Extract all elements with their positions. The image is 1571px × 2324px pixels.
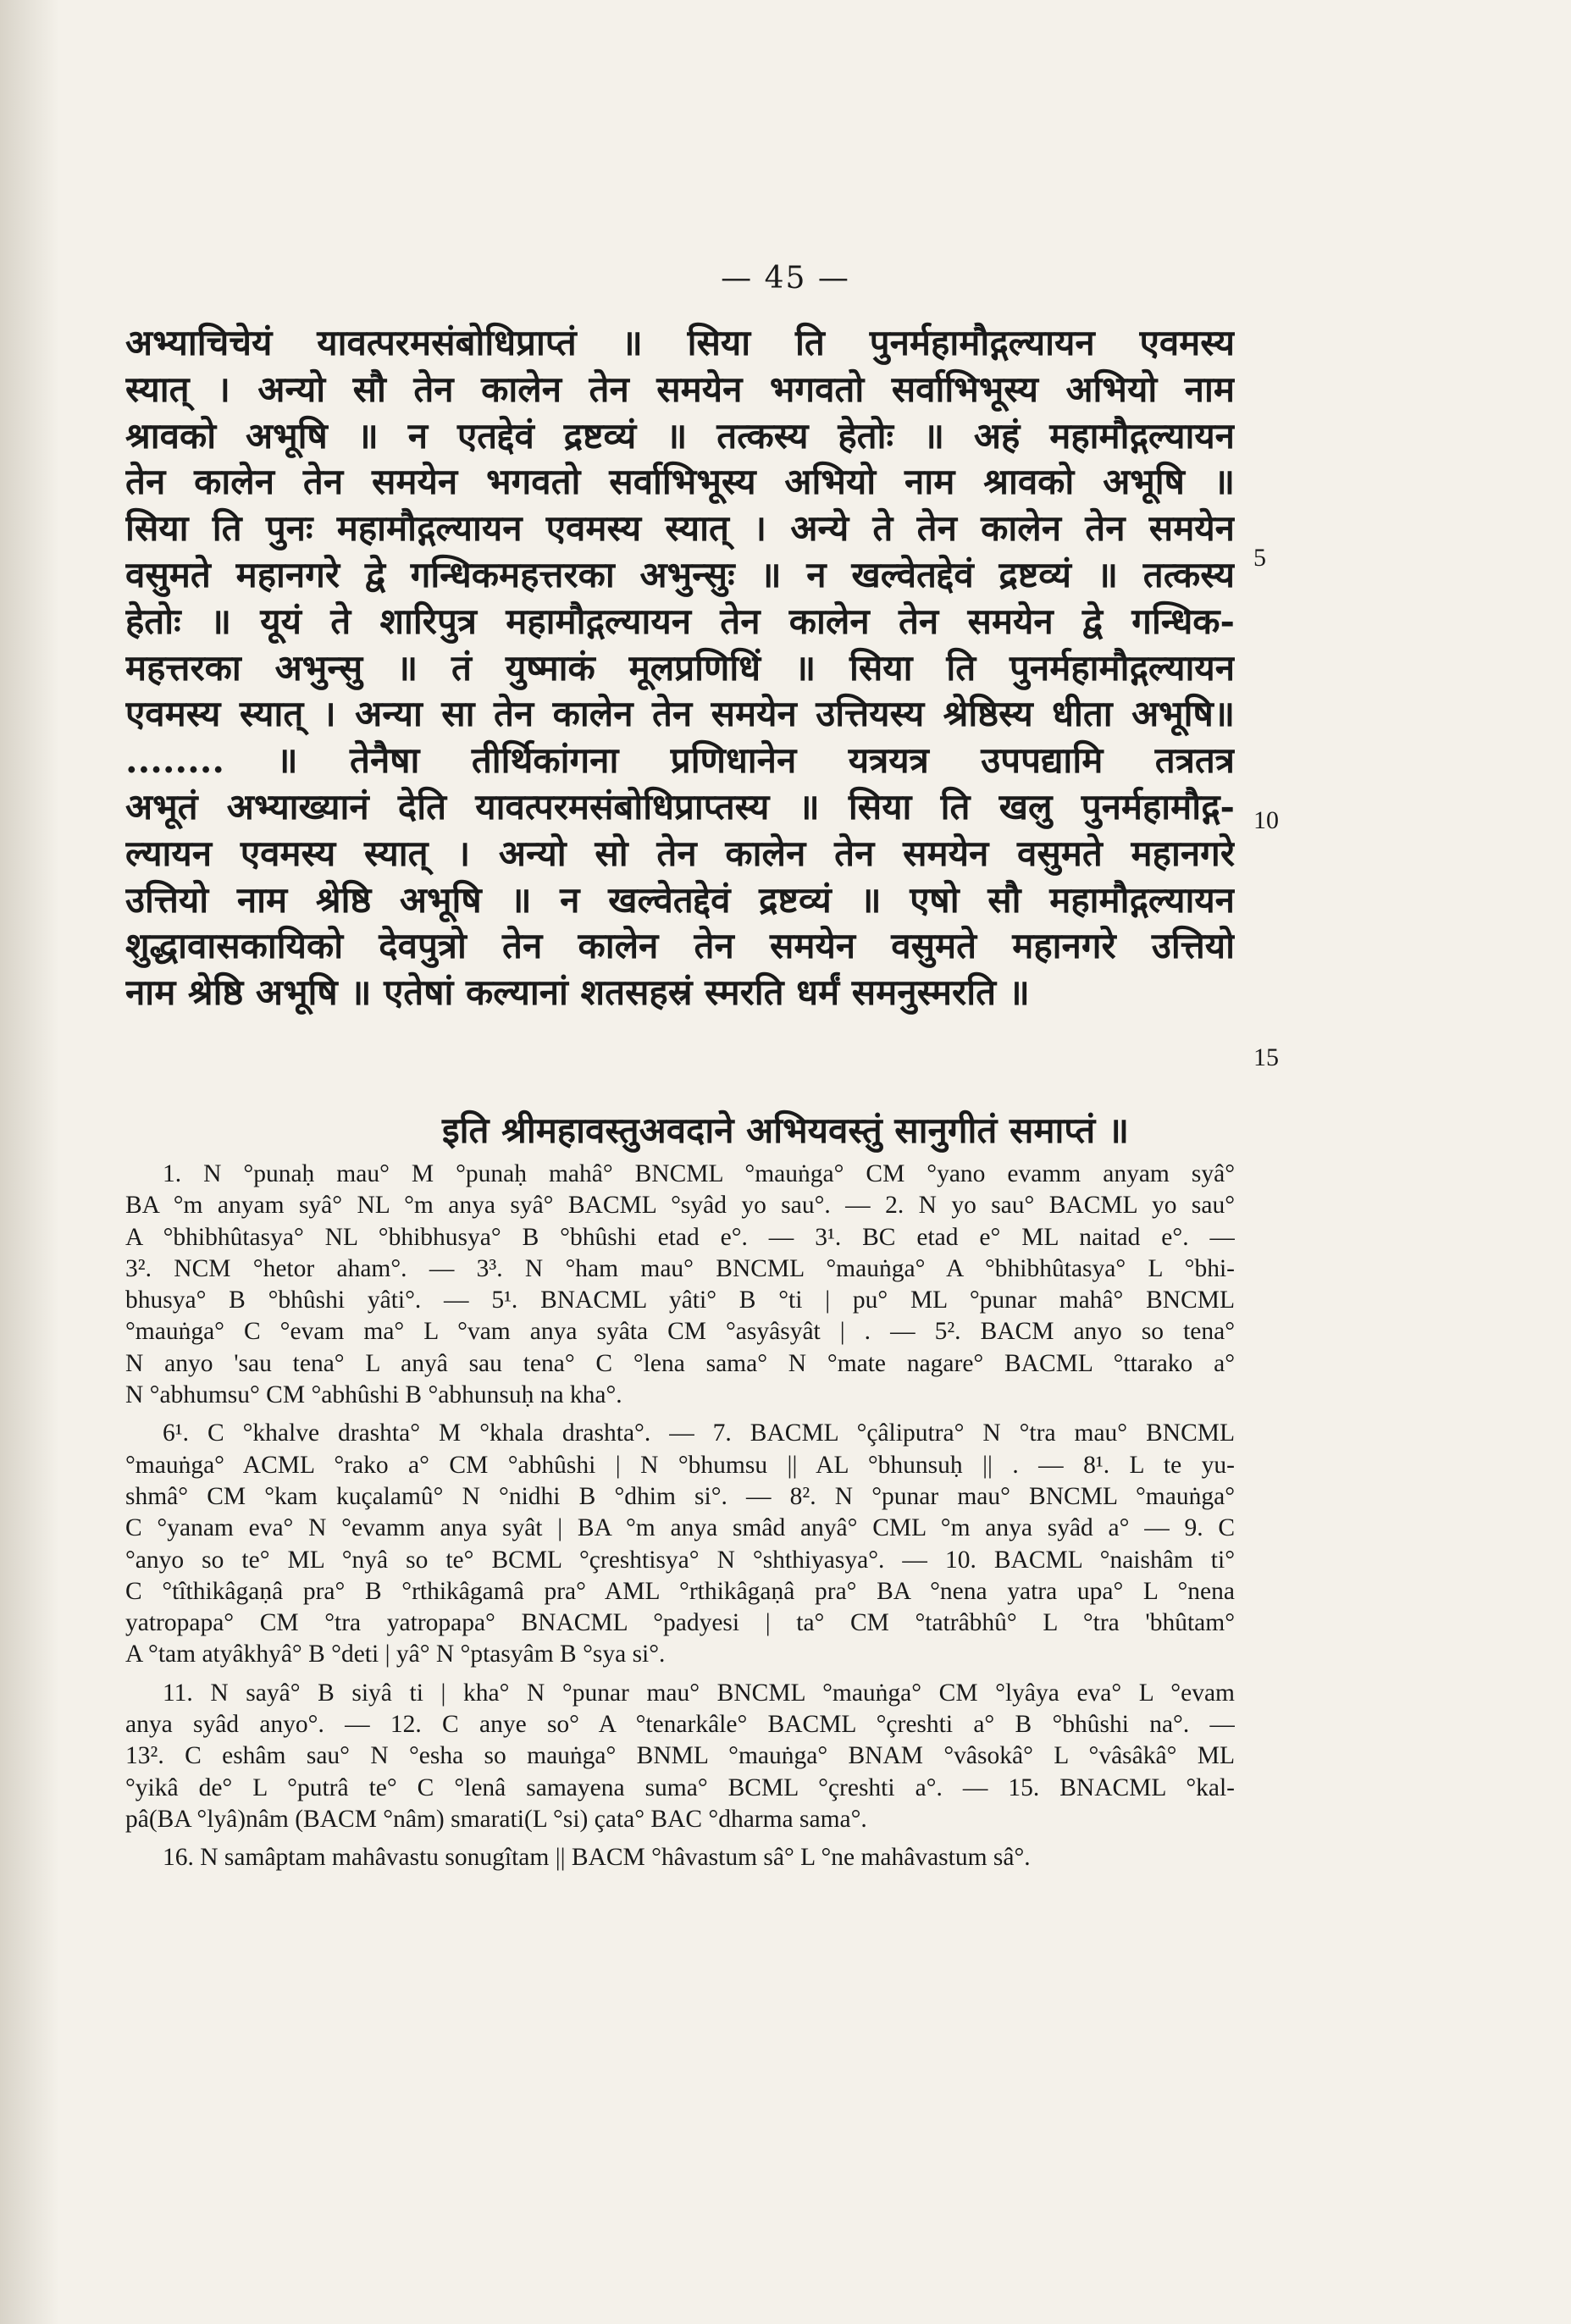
footnote-line: 1. N °punaḥ mau° M °punaḥ mahâ° BNCML °mauṅga° CM °yano evamm anyam syâ° [163,1160,1235,1187]
line-number-10: 10 [1253,806,1279,834]
footnote-line: A °tam atyâkhyâ° B °deti | yâ° N °ptasyâm B °sya si°. [125,1641,666,1668]
text-line: अभ्याचिचेयं यावत्परमसंबोधिप्राप्तं ॥ सिया ति पुनर्महामौद्गल्यायन एवमस्य [125,322,1235,363]
footnote-line: bhusya° B °bhûshi yâti°. — 5¹. BNACML yâti° B °ti | pu° ML °punar mahâ° BNCML [125,1286,1235,1314]
text-line: नाम श्रेष्ठि अभूषि ॥ एतेषां कल्यानां शतसहस्रं स्मरति धर्मं समनुस्मरति ॥ [125,971,1030,1014]
footnote-line: 11. N sayâ° B siyâ ti | kha° N °punar mau° BNCML °mauṅga° CM °lyâya eva° L °evam [163,1679,1235,1707]
footnote-line: °anyo so te° ML °nyâ so te° BCML °çreshtisya° N °shthiyasya°. — 10. BACML °naishâm ti° [125,1546,1235,1574]
footnote-paragraph [125,1842,1235,1873]
page-number: — 45 — [721,261,850,296]
page-binding-shadow [0,0,59,2324]
footnote-line: °mauṅga° ACML °rako a° CM °abhûshi | N °bhumsu || AL °bhunsuḥ || . — 8¹. L te yu- [125,1451,1235,1479]
footnote-line: shmâ° CM °kam kuçalamû° N °nidhi B °dhim si°. — 8². N °punar mau° BNCML °mauṅga° [125,1482,1235,1510]
text-line: ........ ॥ तेनैषा तीर्थिकांगना प्रणिधानेन यत्रयत्र उपपद्यामि तत्रतत्र [125,739,1235,782]
footnote-paragraph [125,1159,1235,1411]
text-line: तेन कालेन तेन समयेन भगवतो सर्वाभिभूस्य अभियो नाम श्रावको अभूषि ॥ [125,461,1235,503]
footnote-line: 3². NCM °hetor aham°. — 3³. N °ham mau° BNCML °mauṅga° A °bhibhûtasya° L °bhi- [125,1254,1235,1282]
footnote-line: 13². C eshâm sau° N °esha so mauṅga° BNML °mauṅga° BNAM °vâsokâ° L °vâsâkâ° ML [125,1742,1235,1770]
text-line: स्यात् । अन्यो सौ तेन कालेन तेन समयेन भगवतो सर्वाभिभूस्य अभियो नाम [125,368,1235,410]
footnote-paragraph [125,1678,1235,1835]
colophon: इति श्रीमहावस्तुअवदाने अभियवस्तुं सानुगीतं समाप्तं ॥ [442,1109,1129,1151]
text-line: एवमस्य स्यात् । अन्या सा तेन कालेन तेन समयेन उत्तियस्य श्रेष्ठिस्य धीता अभूषि॥ [125,693,1235,735]
footnote-line: N anyo 'sau tena° L anyâ sau tena° C °lena sama° N °mate nagare° BACML °ttarako a° [125,1349,1235,1377]
sanskrit-text [125,320,1235,1016]
footnote-line: BA °m anyam syâ° NL °m anya syâ° BACML °syâd yo sau°. — 2. N yo sau° BACML yo sau° [125,1192,1235,1220]
text-line: हेतोः ॥ यूयं ते शारिपुत्र महामौद्गल्यायन तेन कालेन तेन समयेन द्वे गन्धिक- [125,600,1235,642]
footnote-line: N °abhumsu° CM °abhûshi B °abhunsuḥ na kha°. [125,1381,622,1409]
footnote-line: 16. N samâptam mahâvastu sonugîtam || BACM °hâvastum sâ° L °ne mahâvastum sâ°. [163,1844,1031,1872]
footnote-line: C °tîthikâgaṇâ pra° B °rthikâgamâ pra° AML °rthikâgaṇâ pra° BA °nena yatra upa° L °nena [125,1577,1235,1605]
footnote-line: anya syâd anyo°. — 12. C anye so° A °tenarkâle° BACML °çreshti a° B °bhûshi na°. — [125,1711,1235,1739]
text-line: अभूतं अभ्याख्यानं देति यावत्परमसंबोधिप्राप्तस्य ॥ सिया ति खलु पुनर्महामौद्ग- [125,785,1235,827]
line-number-15: 15 [1253,1043,1279,1071]
text-line: श्रावको अभूषि ॥ न एतद्देवं द्रष्टव्यं ॥ तत्कस्य हेतोः ॥ अहं महामौद्गल्यायन [125,414,1235,456]
text-line: महत्तरका अभुन्सु ॥ तं युष्माकं मूलप्रणिधिं ॥ सिया ति पुनर्महामौद्गल्यायन [125,646,1235,689]
footnote-line: °mauṅga° C °evam ma° L °vam anya syâta CM °asyâsyât | . — 5². BACM anyo so tena° [125,1318,1235,1346]
text-line: वसुमते महानगरे द्वे गन्धिकमहत्तरका अभुन्सुः ॥ न खल्वेतद्देवं द्रष्टव्यं ॥ तत्कस्य [125,553,1235,595]
footnote-line: °yikâ de° L °putrâ te° C °lenâ samayena suma° BCML °çreshti a°. — 15. BNACML °kal- [125,1773,1235,1801]
line-number-5: 5 [1253,544,1266,572]
text-line: शुद्धावासकायिको देवपुत्रो तेन कालेन तेन समयेन वसुमते महानगरे उत्तियो [125,925,1235,967]
footnote-line: pâ(BA °lyâ)nâm (BACM °nâm) smarati(L °si) çata° BAC °dharma sama°. [125,1805,867,1833]
footnote-paragraph [125,1418,1235,1670]
text-line: ल्यायन एवमस्य स्यात् । अन्यो सो तेन कालेन तेन समयेन वसुमते महानगरे [125,832,1235,874]
critical-apparatus [125,1159,1235,1881]
footnote-line: C °yanam eva° N °evamm anya syât | BA °m anya smâd anyâ° CML °m anya syâd a° — 9. C [125,1514,1235,1542]
footnote-line: yatropapa° CM °tra yatropapa° BNACML °padyesi | ta° CM °tatrâbhû° L °tra 'bhûtam° [125,1609,1235,1637]
text-line: सिया ति पुनः महामौद्गल्यायन एवमस्य स्यात् । अन्ये ते तेन कालेन तेन समयेन [125,507,1235,550]
footnote-line: A °bhibhûtasya° NL °bhibhusya° B °bhûshi etad e°. — 3¹. BC etad e° ML naitad e°. — [125,1223,1235,1251]
text-line: उत्तियो नाम श्रेष्ठि अभूषि ॥ न खल्वेतद्देवं द्रष्टव्यं ॥ एषो सौ महामौद्गल्यायन [125,878,1235,921]
footnote-line: 6¹. C °khalve drashta° M °khala drashta°. — 7. BACML °çâliputra° N °tra mau° BNCML [163,1419,1235,1447]
